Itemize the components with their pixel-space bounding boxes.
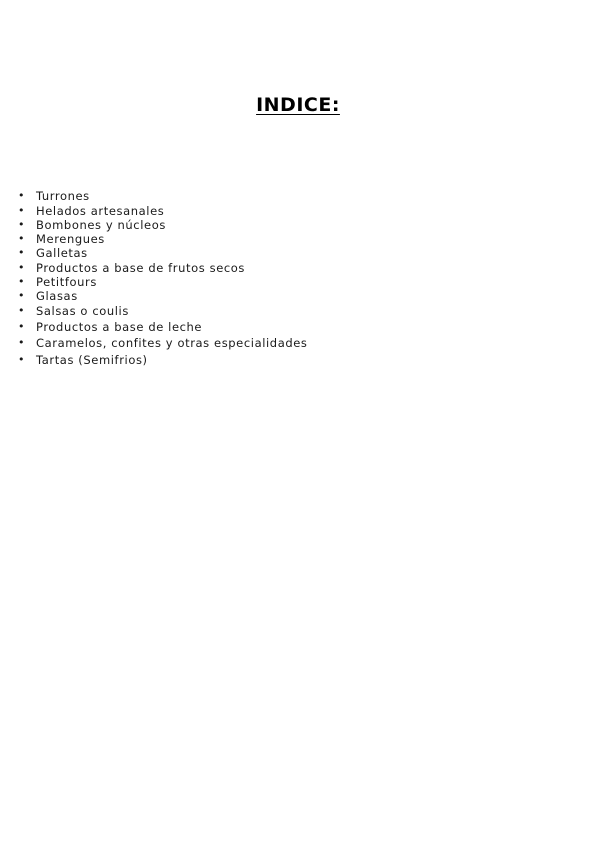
index-item-label: Turrones — [36, 189, 90, 203]
bullet-icon: • — [18, 261, 26, 274]
bullet-icon: • — [18, 304, 26, 317]
index-item-label: Petitfours — [36, 275, 97, 289]
bullet-icon: • — [18, 189, 26, 202]
bullet-icon: • — [18, 353, 26, 366]
bullet-icon: • — [18, 218, 26, 231]
bullet-icon: • — [18, 246, 26, 259]
bullet-icon: • — [18, 232, 26, 245]
index-item-label: Productos a base de frutos secos — [36, 261, 246, 275]
bullet-icon: • — [18, 204, 26, 217]
index-item-label: Caramelos, confites y otras especialidades — [36, 336, 308, 350]
index-item-label: Tartas (Semifrios) — [36, 353, 148, 367]
index-item-label: Merengues — [36, 232, 105, 246]
index-item-label: Glasas — [36, 289, 78, 303]
index-item-label: Salsas o coulis — [36, 304, 129, 318]
bullet-icon: • — [18, 275, 26, 288]
index-title: INDICE: — [256, 94, 340, 116]
index-item-label: Helados artesanales — [36, 204, 165, 218]
bullet-icon: • — [18, 336, 26, 349]
index-item-label: Galletas — [36, 246, 88, 260]
bullet-icon: • — [18, 320, 26, 333]
index-item-label: Bombones y núcleos — [36, 218, 166, 232]
index-item-label: Productos a base de leche — [36, 320, 203, 334]
bullet-icon: • — [18, 289, 26, 302]
